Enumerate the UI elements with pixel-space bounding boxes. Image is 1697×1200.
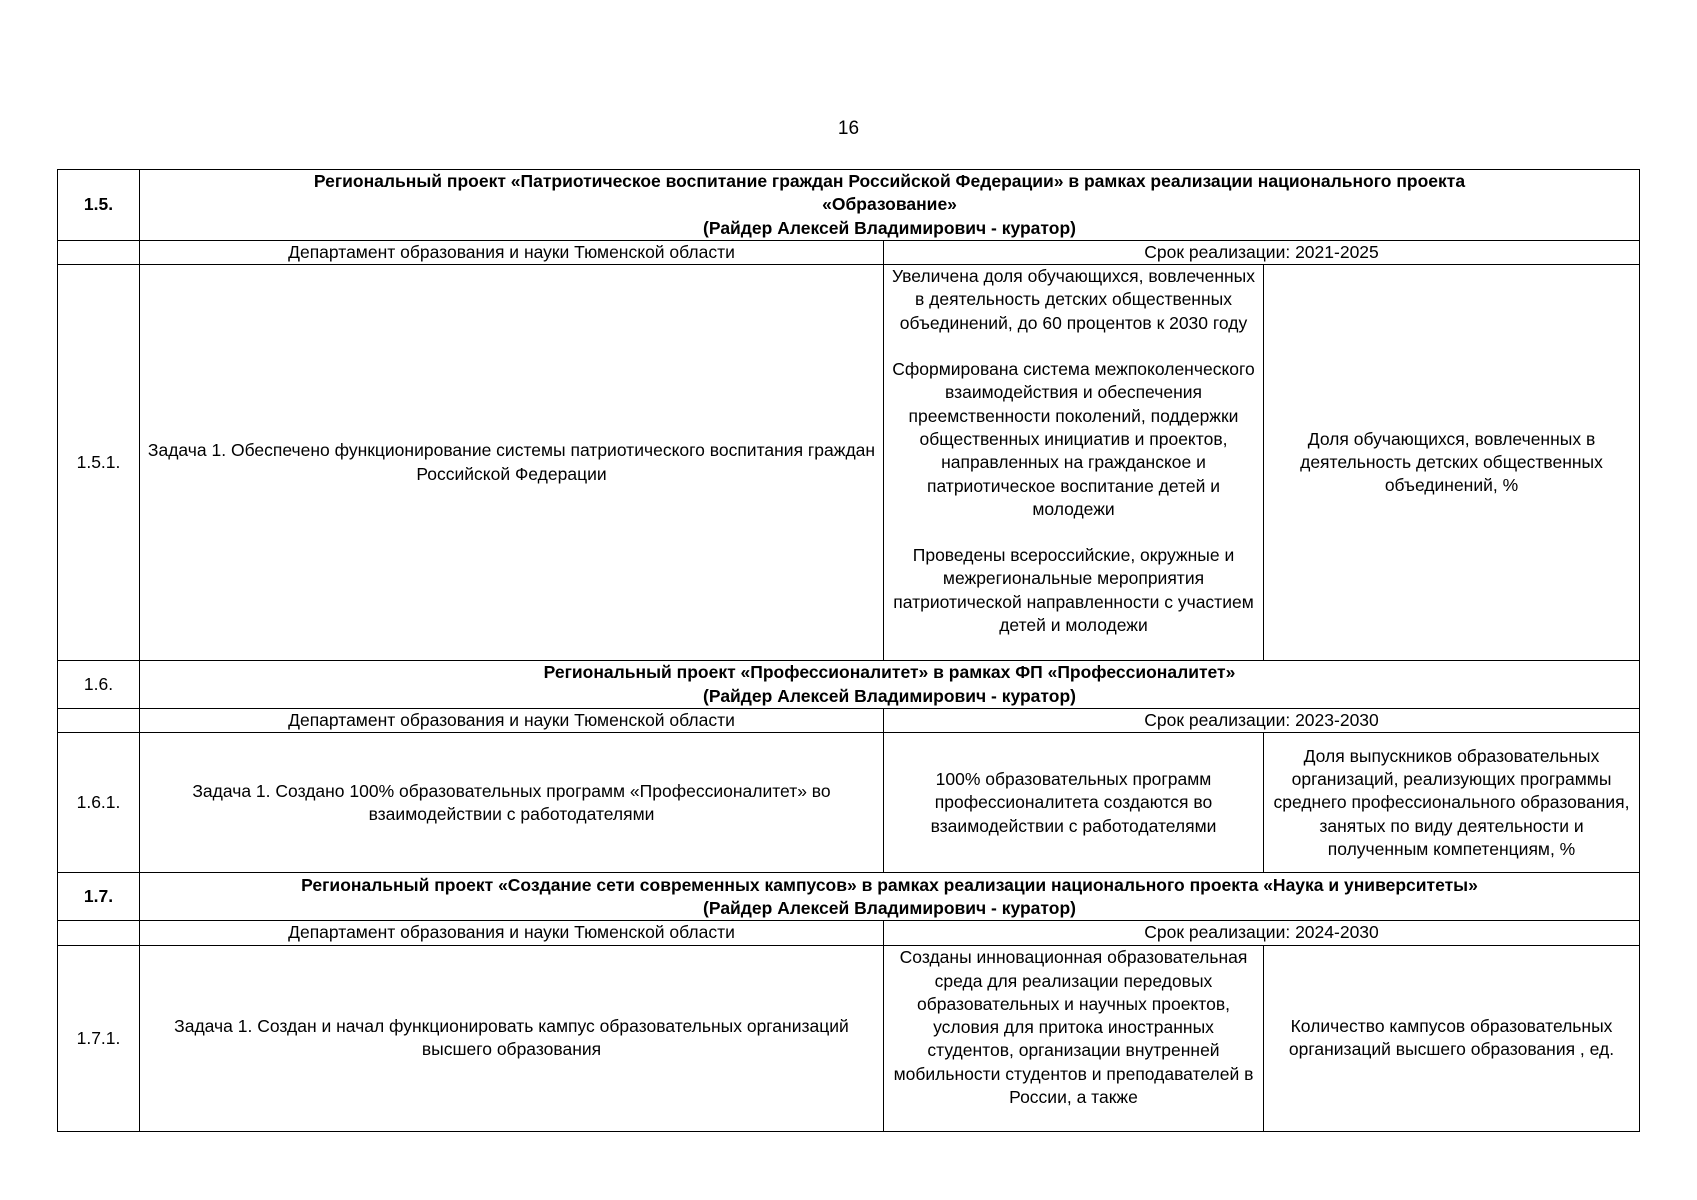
department-row (58, 709, 1640, 733)
section-title-line: Региональный проект «Патриотическое воспитание граждан Российской Федерации» в рамках реализации национального проекта (313, 171, 1466, 191)
period-cell: Срок реализации: 2024-2030 (884, 921, 1640, 945)
section-number: 1.7. (58, 873, 140, 921)
section-title (140, 170, 1640, 241)
department-row (58, 921, 1640, 945)
section-curator: (Райдер Алексей Владимирович - куратор) (703, 897, 1076, 918)
task-number: 1.7.1. (58, 945, 140, 1131)
section-number: 1.6. (58, 661, 140, 709)
section-curator: (Райдер Алексей Владимирович - куратор) (703, 217, 1076, 238)
period-cell: Срок реализации: 2021-2025 (884, 240, 1640, 264)
section-number: 1.5. (58, 170, 140, 241)
section-title-line: Региональный проект «Создание сети современных кампусов» в рамках реализации национального проекта «Наука и университеты» (301, 874, 1478, 895)
section-title (140, 661, 1640, 709)
indicator-text: Доля обучающихся, вовлеченных в деятельность детских общественных объединений, % (1264, 265, 1640, 661)
department-row (58, 240, 1640, 264)
indicator-text: Количество кампусов образовательных организаций высшего образования , ед. (1264, 945, 1640, 1131)
task-number: 1.6.1. (58, 733, 140, 873)
department-cell: Департамент образования и науки Тюменской области (140, 921, 884, 945)
result-text: Увеличена доля обучающихся, вовлеченных в деятельность детских общественных объединений, до 60 процентов к 2030 году (892, 266, 1255, 333)
empty-cell (58, 709, 140, 733)
result-text: Сформирована система межпоколенческого взаимодействия и обеспечения преемственности поколений, поддержки общественных инициатив и проектов, направленных на гражданское и патриотическое воспитание детей и молодежи (892, 359, 1255, 519)
empty-cell (58, 240, 140, 264)
result-text: Проведены всероссийские, окружные и межрегиональные мероприятия патриотической направленности с участием детей и молодежи (893, 545, 1254, 636)
section-title (140, 873, 1640, 921)
period-cell: Срок реализации: 2023-2030 (884, 709, 1640, 733)
task-text: Задача 1. Создан и начал функционировать кампус образовательных организаций высшего образования (140, 945, 884, 1131)
department-cell: Департамент образования и науки Тюменской области (140, 709, 884, 733)
task-text: Задача 1. Обеспечено функционирование системы патриотического воспитания граждан Российской Федерации (140, 265, 884, 661)
result-text: Созданы инновационная образовательная среда для реализации передовых образовательных и научных проектов, условия для притока иностранных студентов, организации внутренней мобильности студентов и преподавателей в России, а также (893, 947, 1254, 1108)
empty-cell (58, 921, 140, 945)
department-cell: Департамент образования и науки Тюменской области (140, 240, 884, 264)
task-number: 1.5.1. (58, 265, 140, 661)
task-text: Задача 1. Создано 100% образовательных программ «Профессионалитет» во взаимодействии с работодателями (140, 733, 884, 873)
section-title-line: «Образование» (822, 194, 957, 215)
section-curator: (Райдер Алексей Владимирович - куратор) (703, 685, 1076, 706)
section-title-line: Региональный проект «Профессионалитет» в рамках ФП «Профессионалитет» (543, 662, 1236, 683)
indicator-text: Доля выпускников образовательных организаций, реализующих программы среднего профессионального образования, занятых по виду деятельности и полученным компетенциям, % (1264, 733, 1640, 873)
task-results (884, 945, 1264, 1131)
task-row (58, 945, 1640, 1131)
section-header-row (58, 170, 1640, 241)
task-row (58, 265, 1640, 661)
section-header-row (58, 661, 1640, 709)
page-number: 16 (837, 118, 860, 139)
task-row (58, 733, 1640, 873)
projects-table (57, 169, 1640, 1132)
result-text: 100% образовательных программ профессионалитета создаются во взаимодействии с работодателями (884, 733, 1264, 873)
task-results (884, 265, 1264, 661)
section-header-row (58, 873, 1640, 921)
